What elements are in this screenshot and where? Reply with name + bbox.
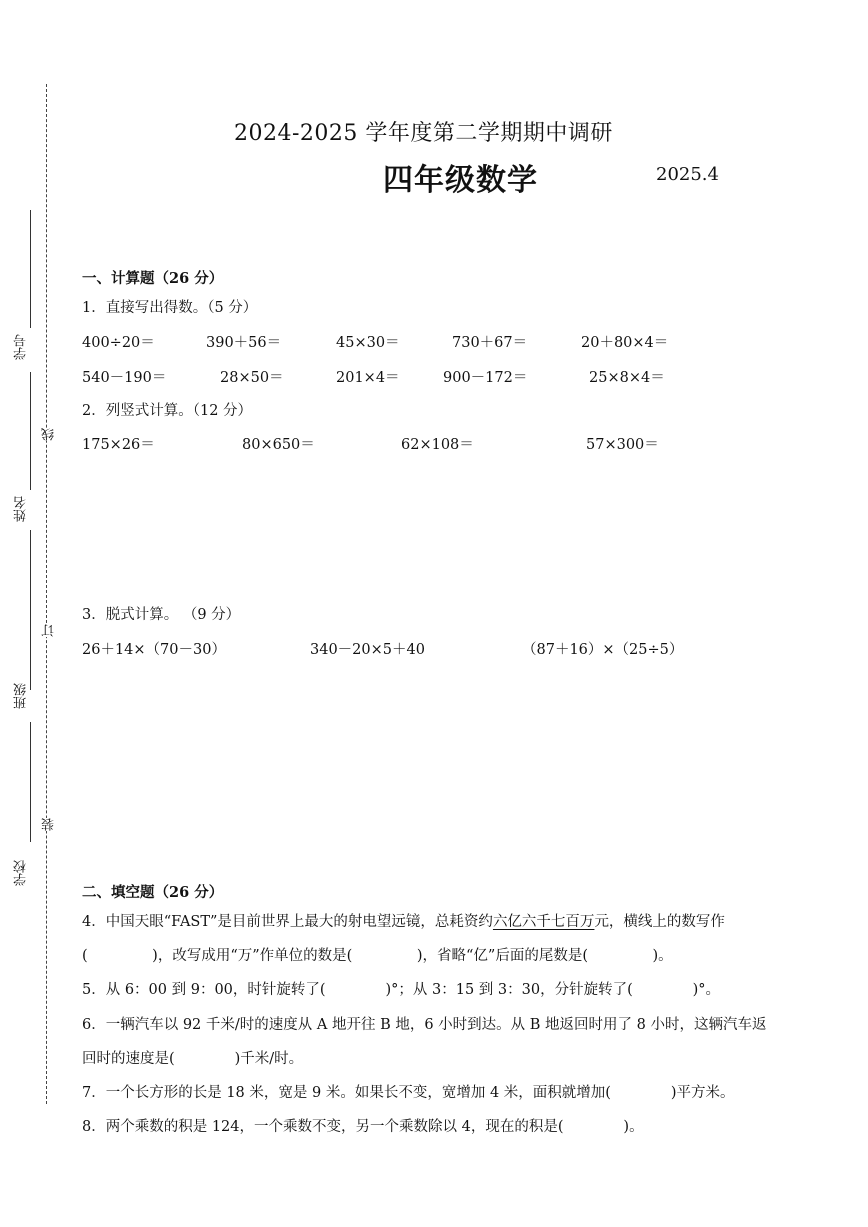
q1-item: 540－190＝ — [82, 370, 167, 386]
q2-item: 175×26＝ — [82, 437, 155, 453]
binding-word-zhuang: 装 — [42, 818, 57, 831]
binding-word-ding: 订 — [42, 624, 57, 637]
q2-item: 80×650＝ — [242, 437, 315, 453]
question-5: 5．从 6：00 到 9：00，时针旋转了( )°；从 3：15 到 3：30，分针旋转了( )°。 — [82, 982, 721, 998]
class-label: 班级 — [14, 683, 29, 709]
q1-item: 900－172＝ — [443, 370, 528, 386]
q1-item: 28×50＝ — [220, 370, 284, 386]
exam-date: 2025.4 — [656, 164, 719, 185]
exam-title: 2024-2025 学年度第二学期期中调研 — [234, 121, 613, 146]
q4-underlined-number: 六亿六千七百万 — [492, 914, 595, 930]
q1-item: 400÷20＝ — [82, 335, 155, 351]
question-6-line-1: 6．一辆汽车以 92 千米/时的速度从 A 地开往 B 地，6 小时到达。从 B 地返回时用了 8 小时，这辆汽车返 — [82, 1017, 767, 1033]
section-1-heading: 一、计算题（26 分） — [82, 270, 224, 287]
student-id-label: 学号 — [14, 334, 29, 360]
binding-word-xian: 线 — [42, 428, 57, 441]
school-line — [30, 722, 31, 842]
question-4-line-1 — [82, 910, 725, 931]
q1-item: 390＋56＝ — [206, 335, 282, 351]
q1-item: 201×4＝ — [336, 370, 400, 386]
question-3-label: 3．脱式计算。 （9 分） — [82, 607, 241, 623]
q2-item: 57×300＝ — [586, 437, 659, 453]
q4-text-post: 元，横线上的数写作 — [594, 914, 725, 930]
class-line — [30, 530, 31, 690]
q4-text-pre: 4．中国天眼“FAST”是目前世界上最大的射电望远镜，总耗资约 — [82, 914, 493, 930]
q2-item: 62×108＝ — [401, 437, 474, 453]
binding-dashed-line — [46, 84, 47, 1104]
q1-item: 20＋80×4＝ — [581, 335, 669, 351]
question-6-line-2: 回时的速度是( )千米/时。 — [82, 1051, 304, 1067]
q3-item: 26＋14×（70－30） — [82, 642, 226, 658]
question-1-label: 1．直接写出得数。（5 分） — [82, 300, 258, 316]
question-8: 8．两个乘数的积是 124，一个乘数不变，另一个乘数除以 4，现在的积是( )。 — [82, 1119, 644, 1135]
q1-item: 25×8×4＝ — [589, 370, 665, 386]
question-4-line-2: ( )，改写成用“万”作单位的数是( )，省略“亿”后面的尾数是( )。 — [82, 948, 673, 964]
student-id-line — [30, 210, 31, 328]
section-2-heading: 二、填空题（26 分） — [82, 884, 224, 901]
school-label: 学校 — [14, 860, 29, 886]
exam-subject: 四年级数学 — [383, 163, 538, 198]
name-line-upper — [30, 372, 31, 490]
q1-item: 45×30＝ — [336, 335, 400, 351]
q1-item: 730＋67＝ — [452, 335, 528, 351]
question-2-label: 2．列竖式计算。（12 分） — [82, 403, 253, 419]
name-label: 姓名 — [14, 496, 29, 522]
q3-item: 340－20×5＋40 — [310, 642, 425, 658]
q3-item: （87＋16）×（25÷5） — [522, 642, 684, 658]
question-7: 7．一个长方形的长是 18 米，宽是 9 米。如果长不变，宽增加 4 米，面积就增加( )平方米。 — [82, 1085, 735, 1101]
